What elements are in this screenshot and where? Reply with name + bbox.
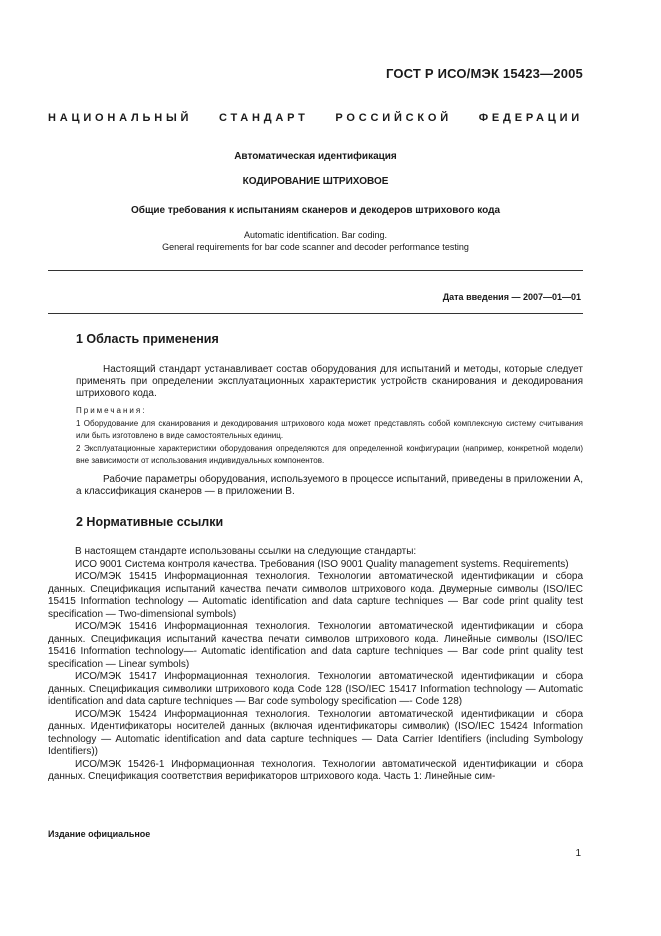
banner-word: ФЕДЕРАЦИИ bbox=[478, 112, 583, 124]
reference-item: ИСО 9001 Система контроля качества. Требования (ISO 9001 Quality management systems. Requirements) bbox=[75, 558, 569, 570]
reference-item: ИСО/МЭК 15416 Информационная технология. Технологии автоматической идентификации и сбора данных. Спецификация испытаний качества печати символов штрихового кода. Линейные символы (ISO/IEC 15416 Information technology—- Automatic identification and data capture techniques — Bar code print quality test specification — Linear symbols) bbox=[48, 621, 583, 670]
standard-banner bbox=[48, 112, 583, 124]
notes-heading: Примечания: bbox=[76, 406, 147, 415]
note-1: 1 Оборудование для сканирования и декодирования штрихового кода может представлять собой комплексную систему считывания или быть изготовлено в виде самостоятельных единиц. bbox=[76, 419, 583, 440]
references-intro: В настоящем стандарте использованы ссылки на следующие стандарты: bbox=[75, 546, 417, 557]
title-line-1: Автоматическая идентификация bbox=[234, 151, 397, 162]
note-2: 2 Эксплуатационные характеристики оборудования определяются для определенной конфигурации (например, конкретной модели) вне зависимости от использования индивидуальных компонентов. bbox=[76, 444, 583, 465]
title-english-2: General requirements for bar code scanner and decoder performance testing bbox=[162, 242, 469, 252]
section-1-paragraph-2: Рабочие параметры оборудования, используемого в процессе испытаний, приведены в приложении А, а классификация сканеров — в приложении В. bbox=[76, 474, 583, 498]
section-1-heading: 1 Область применения bbox=[76, 332, 219, 346]
banner-word: НАЦИОНАЛЬНЫЙ bbox=[48, 112, 193, 124]
banner-word: СТАНДАРТ bbox=[219, 112, 309, 124]
divider-top bbox=[48, 270, 583, 271]
divider-bottom bbox=[48, 313, 583, 314]
banner-word: РОССИЙСКОЙ bbox=[335, 112, 452, 124]
edition-label: Издание официальное bbox=[48, 829, 151, 839]
reference-item: ИСО/МЭК 15417 Информационная технология. Технологии автоматической идентификации и сбора данных. Спецификация символики штрихового кода Code 128 (ISO/IEC 15417 Information technology — Automatic identification and data capture techniques — Bar code symbology specification —- Code 128) bbox=[48, 671, 583, 707]
section-1-paragraph-1: Настоящий стандарт устанавливает состав оборудования для испытаний и методы, которые следует применять при определении эксплуатационных характеристик устройств сканирования и декодирования штрихового кода. bbox=[76, 364, 583, 400]
reference-item: ИСО/МЭК 15415 Информационная технология. Технологии автоматической идентификации и сбора данных. Спецификация испытаний качества печати символов штрихового кода. Двумерные символы (ISO/IEC 15415 Information technology — Automatic identification and data capture techniques — Bar code print quality test specification — Two-dimensional symbols) bbox=[48, 571, 583, 620]
references-list bbox=[48, 546, 583, 784]
title-line-3: Общие требования к испытаниям сканеров и декодеров штрихового кода bbox=[130, 205, 501, 216]
title-line-2: КОДИРОВАНИЕ ШТРИХОВОЕ bbox=[242, 176, 389, 187]
intro-date: Дата введения — 2007—01—01 bbox=[442, 292, 581, 302]
reference-item: ИСО/МЭК 15424 Информационная технология. Технологии автоматической идентификации и сбора данных. Идентификаторы носителей данных (включая идентификаторы символик) (ISO/IEC 15424 Information technology — Automatic identification and data capture techniques — Data Carrier Identifiers (including Symbology Identifiers)) bbox=[48, 708, 583, 757]
title-english-1: Automatic identification. Bar coding. bbox=[243, 230, 388, 240]
reference-item: ИСО/МЭК 15426-1 Информационная технология. Технологии автоматической идентификации и сбора данных. Спецификация соответствия верификаторов штрихового кода. Часть 1: Линейные сим- bbox=[48, 758, 583, 782]
page-number: 1 bbox=[575, 848, 581, 859]
section-2-heading: 2 Нормативные ссылки bbox=[76, 515, 224, 529]
document-id: ГОСТ Р ИСО/МЭК 15423—2005 bbox=[385, 66, 583, 81]
